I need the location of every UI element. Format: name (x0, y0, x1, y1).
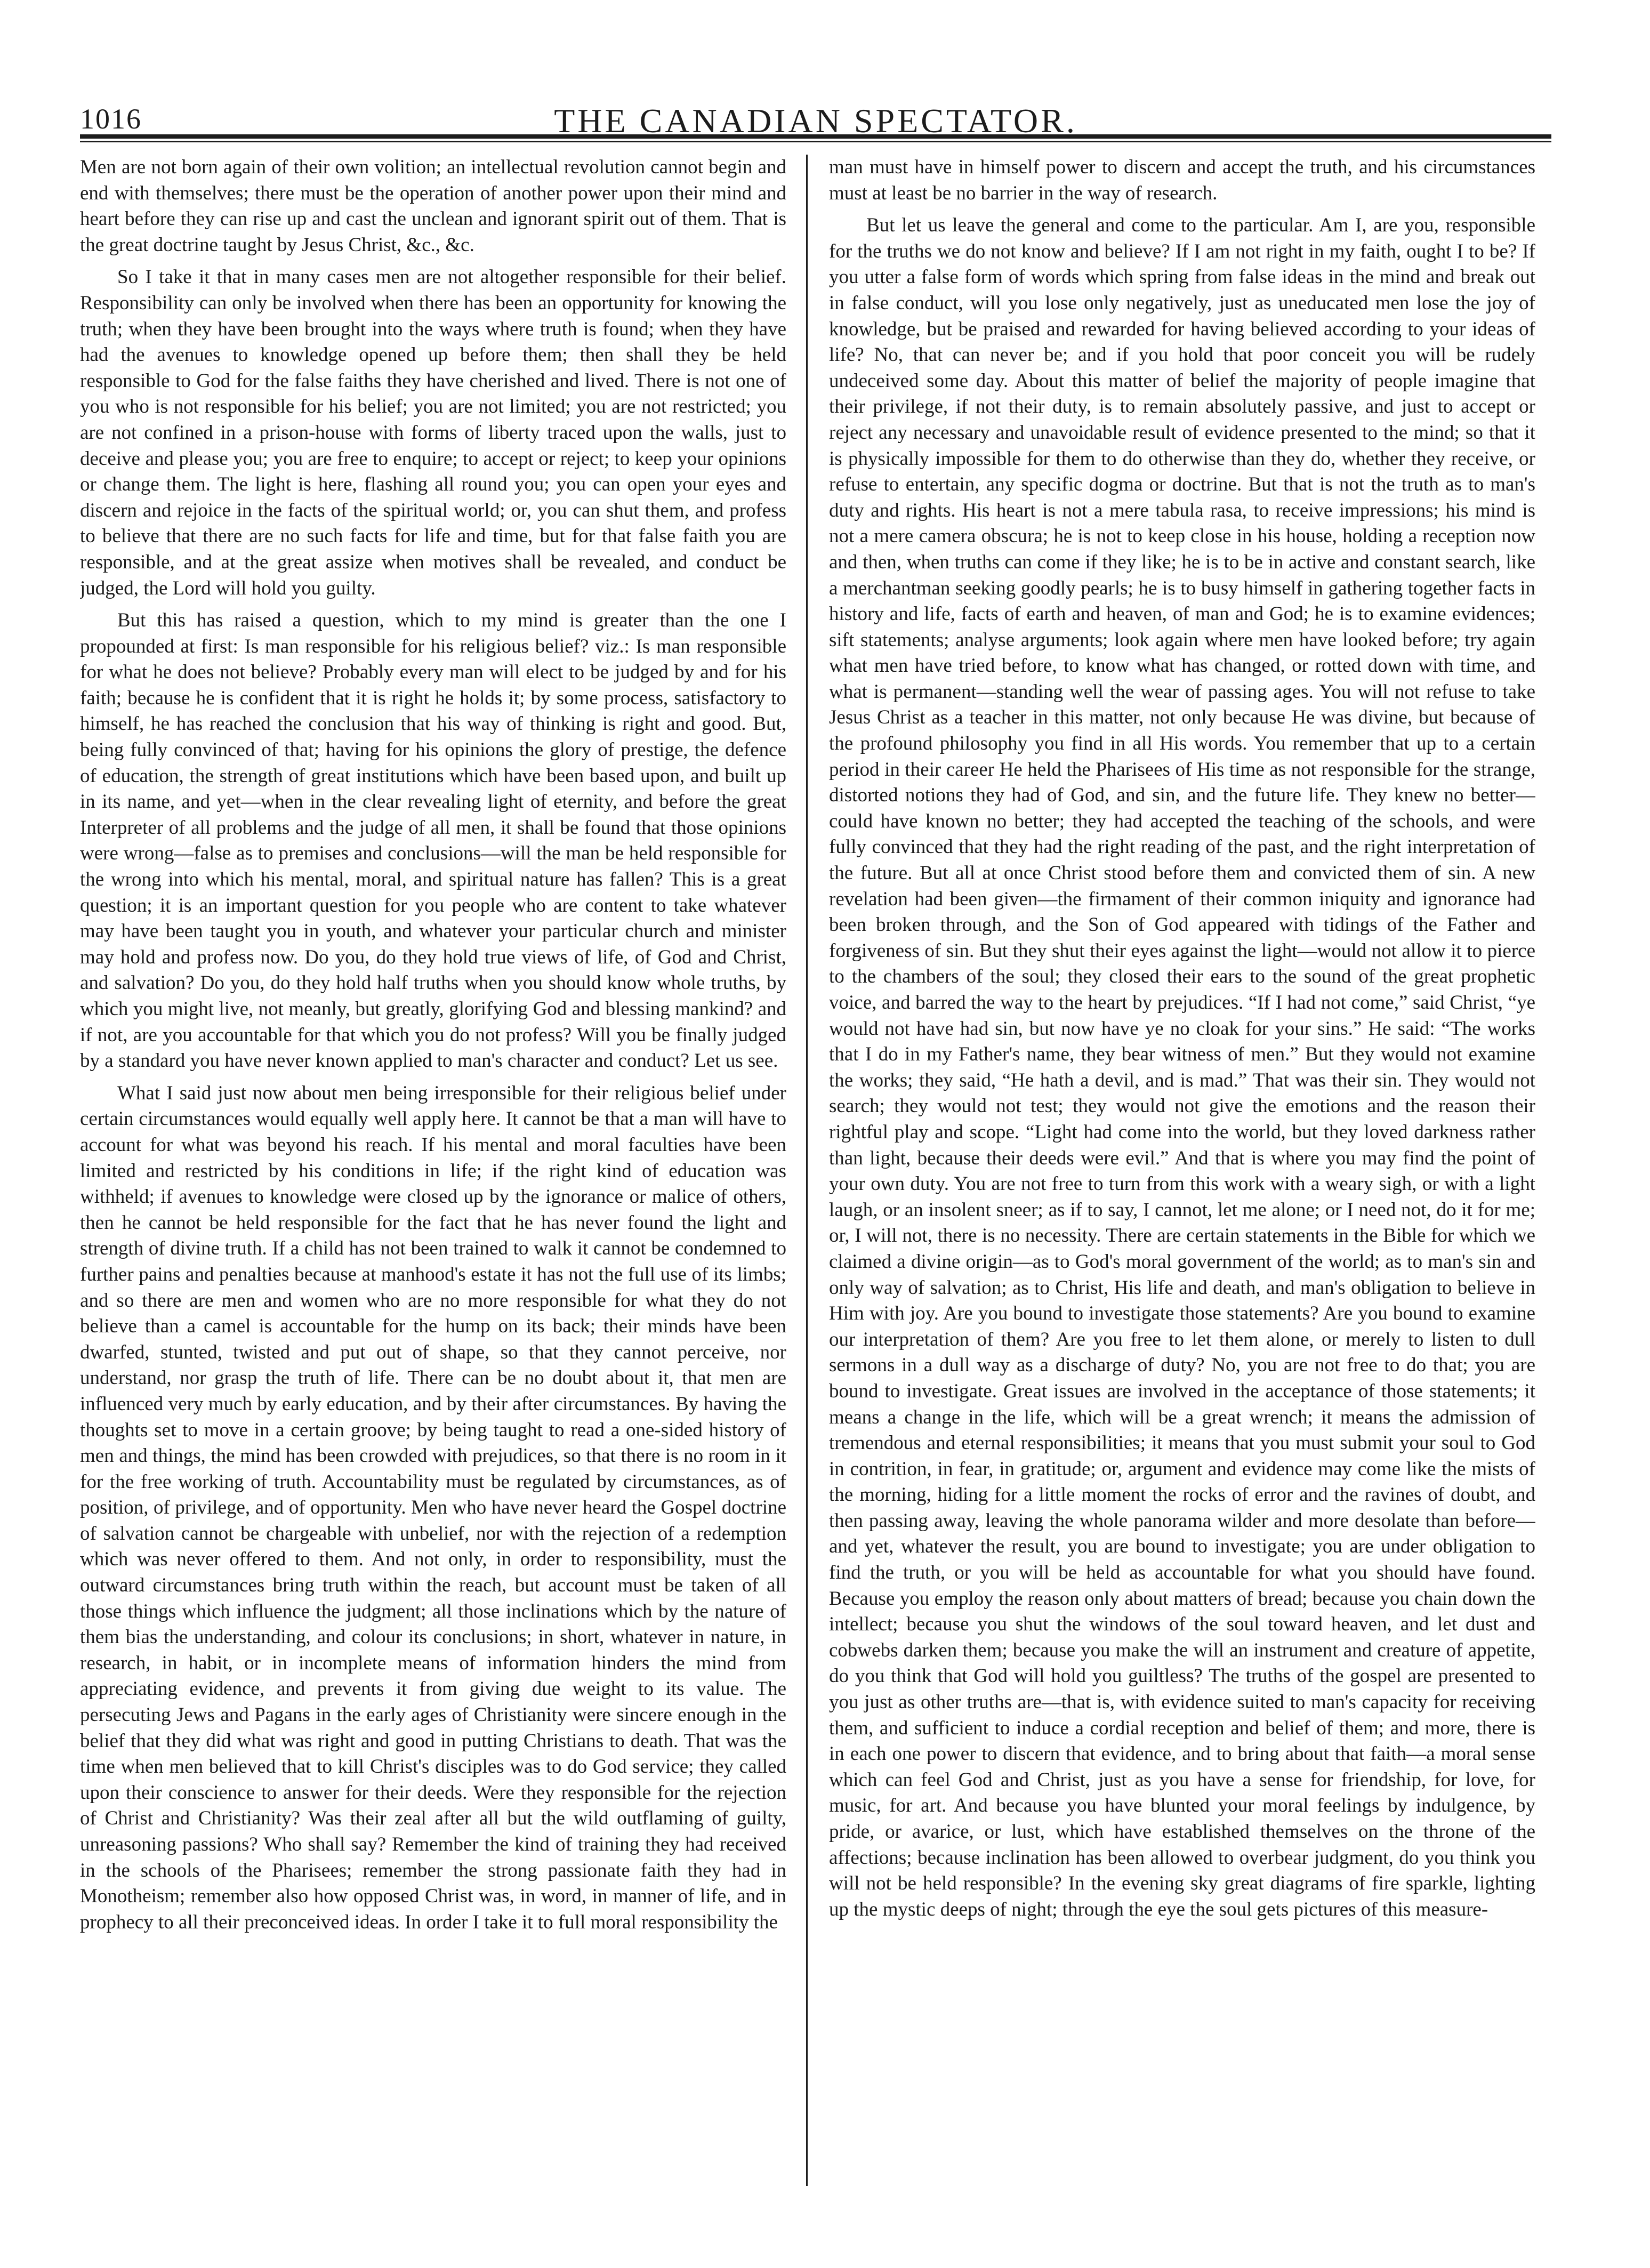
right-paragraph: man must have in himself power to discern and accept the truth, and his circumstances must at least be no barrier in the way of research. (829, 156, 1535, 204)
column-divider (806, 155, 808, 2186)
left-paragraph: What I said just now about men being irresponsible for their religious belief under certain circumstances would equally well apply here. It cannot be that a man will have to account for what was beyond his reach. If his mental and moral faculties have been limited and restricted by his conditions in life; if the right kind of education was withheld; if avenues to knowledge were closed up by the ignorance or malice of others, then he cannot be held responsible for the fact that he has never found the light and strength of divine truth. If a child has not been trained to walk it cannot be condemned to further pains and penalties because at manhood's estate it has not the full use of its limbs; and so there are men and women who are no more responsible for what they do not believe than a camel is accountable for the hump on its back; their minds have been dwarfed, stunted, twisted and put out of shape, so that they cannot perceive, nor understand, nor grasp the truth of life. There can be no doubt about it, that men are influenced very much by early education, and by their after circumstances. By having the thoughts set to move in a certain groove; by being taught to read a one-sided history of men and things, the mind has been crowded with prejudices, so that there is no room in it for the free working of truth. Accountability must be regulated by circumstances, as of position, of privilege, and of opportunity. Men who have never heard the Gospel doctrine of salvation cannot be chargeable with unbelief, nor with the rejection of a redemption which was never offered to them. And not only, in order to responsibility, must the outward circumstances bring truth within the reach, but account must be taken of all those things which influence the judgment; all those inclinations which by the nature of them bias the understanding, and colour its conclusions; in short, whatever in nature, in research, in habit, or in incomplete means of information hinders the mind from appreciating evidence, and prevents it from giving due weight to its value. The persecuting Jews and Pagans in the early ages of Christianity were sincere enough in the belief that they did what was right and good in putting Christians to death. That was the time when men believed that to kill Christ's disciples was to do God service; they called upon their conscience to answer for their deeds. Were they responsible for the rejection of Christ and Christianity? Was their zeal after all but the wild outflaming of guilty, unreasoning passions? Who shall say? Remember the kind of training they had received in the schools of the Pharisees; remember the strong passionate faith they had in Monotheism; remember also how opposed Christ was, in word, in manner of life, and in prophecy to all their preconceived ideas. In order I take it to full moral responsibility the (80, 1082, 786, 1933)
right-paragraph: But let us leave the general and come to the particular. Am I, are you, responsible for the truths we do not know and believe? If I am not right in my faith, ought I to be? If you utter a false form of words which spring from false ideas in the mind and break out in false conduct, will you lose only negatively, just as uneducated men lose the joy of knowledge, but be praised and rewarded for having believed according to your ideas of life? No, that can never be; and if you hold that poor conceit you will be rudely undeceived some day. About this matter of belief the majority of people imagine that their privilege, if not their duty, is to remain absolutely passive, and just to accept or reject any necessary and unavoidable result of evidence presented to the mind; so that it is physically impossible for them to do otherwise than they do, whether they receive, or refuse to entertain, any specific dogma or doctrine. But that is not the truth as to man's duty and rights. His heart is not a mere tabula rasa, to receive impressions; his mind is not a mere camera obscura; he is not to keep close in his house, holding a reception now and then, when truths can come if they like; he is to be in active and constant search, like a merchantman seeking goodly pearls; he is to busy himself in gathering together facts in history and life, facts of earth and heaven, of man and God; he is to examine evidences; sift statements; analyse arguments; look again where men have looked before; try again what men have tried before, to know what has changed, or rotted down with time, and what is permanent—standing well the wear of passing ages. You will not refuse to take Jesus Christ as a teacher in this matter, not only because He was divine, but because of the profound philosophy you find in all His words. You remember that up to a certain period in their career He held the Pharisees of His time as not responsible for the strange, distorted notions they had of God, and sin, and the future life. They knew no better—could have known no better; they had accepted the teaching of the schools, and were fully convinced that they had the right reading of the past, and the right interpretation of the future. But all at once Christ stood before them and convicted them of sin. A new revelation had been given—the firmament of their common iniquity and ignorance had been broken through, and the Son of God appeared with tidings of the Father and forgiveness of sin. But they shut their eyes against the light—would not allow it to pierce to the chambers of the soul; they closed their ears to the sound of the great prophetic voice, and barred the way to the heart by prejudices. “If I had not come,” said Christ, “ye would not have had sin, but now have ye no cloak for your sins.” He said: “The works that I do in my Father's name, they bear witness of men.” But they would not examine the works; they said, “He hath a devil, and is mad.” That was their sin. They would not search; they would not test; they would not give the emotions and the reason their rightful play and scope. “Light had come into the world, but they loved darkness rather than light, because their deeds were evil.” And that is where you may find the point of your own duty. You are not free to turn from this work with a weary sigh, or with a light laugh, or an insolent sneer; as if to say, I cannot, let me alone; or I need not, do it for me; or, I will not, there is no necessity. There are certain statements in the Bible for which we claimed a divine origin—as to God's moral government of the world; as to man's sin and only way of salvation; as to Christ, His life and death, and man's obligation to believe in Him with joy. Are you bound to investigate those statements? Are you bound to examine our interpretation of them? Are you free to let them alone, or merely to listen to dull sermons in a dull way as a discharge of duty? No, you are not free to do that; you are bound to investigate. Great issues are involved in the acceptance of those statements; it means a change in the life, which will be a great wrench; it means the admission of tremendous and eternal responsibilities; it means that you must submit your soul to God in contrition, in fear, in gratitude; or, argument and evidence may come like the mists of the morning, hiding for a little moment the rocks of error and the ravines of doubt, and then passing away, leaving the whole panorama wilder and more desolate than before—and yet, whatever the result, you are bound to investigate; you are under obligation to find the truth, or you will be held as accountable for what you should have found. Because you employ the reason only about matters of bread; because you chain down the intellect; because you shut the windows of the soul toward heaven, and let dust and cobwebs darken them; because you make the will an instrument and creature of appetite, do you think that God will hold you guiltless? The truths of the gospel are presented to you just as other truths are—that is, with evidence suited to man's capacity for receiving them, and sufficient to induce a cordial reception and belief of them; and more, there is in each one power to discern that evidence, and to bring about that faith—a moral sense which can feel God and Christ, just as you have a sense for friendship, for love, for music, for art. And because you have blunted your moral feelings by indulgence, by pride, or avarice, or lust, which have established themselves on the throne of the affections; because inclination has been allowed to overbear judgment, do you think you will not be held responsible? In the evening sky great diagrams of fire sparkle, lighting up the mystic deeps of night; through the eye the soul gets pictures of this measure- (829, 214, 1535, 1920)
article-columns (80, 155, 1551, 2186)
header-double-rule (80, 134, 1551, 142)
page-number: 1016 (80, 103, 142, 135)
left-paragraph: But this has raised a question, which to my mind is greater than the one I propounded at first: Is man responsible for his religious belief? viz.: Is man responsible for what he does not believe? Probably every man will elect to be judged by and for his faith; because he is confident that it is right he holds it; by some process, satisfactory to himself, he has reached the conclusion that his way of thinking is right and good. But, being fully convinced of that; having for his opinions the glory of prestige, the defence of education, the strength of great institutions which have been based upon, and built up in its name, and yet—when in the clear revealing light of eternity, and before the great Interpreter of all problems and the judge of all men, it shall be found that those opinions were wrong—false as to premises and conclusions—will the man be held responsible for the wrong into which his mental, moral, and spiritual nature has fallen? This is a great question; it is an important question for you people who are content to take whatever may have been taught you in youth, and whatever your particular church and minister may hold and profess now. Do you, do they hold true views of life, of God and Christ, and salvation? Do you, do they hold half truths when you should know whole truths, by which you might live, not meanly, but greatly, glorifying God and blessing mankind? and if not, are you accountable for that which you do not profess? Will you be finally judged by a standard you have never known applied to man's character and conduct? Let us see. (80, 609, 786, 1072)
left-paragraph: So I take it that in many cases men are not altogether responsible for their belief. Responsibility can only be involved when there has been an opportunity for knowing the truth; when they have been brought into the ways where truth is found; when they have had the avenues to knowledge opened up before them; then shall they be held responsible to God for the false faiths they have cherished and lived. There is not one of you who is not responsible for his belief; you are not limited; you are not restricted; you are not confined in a prison-house with forms of liberty traced upon the walls, just to deceive and please you; you are free to enquire; to accept or reject; to keep your opinions or change them. The light is here, flashing all round you; you can open your eyes and discern and rejoice in the facts of the spiritual world; or, you can shut them, and profess to believe that there are no such facts for life and time, but for that false faith you are responsible, and at the great assize when motives shall be revealed, and conduct be judged, the Lord will hold you guilty. (80, 266, 786, 599)
journal-title: THE CANADIAN SPECTATOR. (554, 102, 1077, 140)
left-paragraph: Men are not born again of their own volition; an intellectual revolution cannot begin and end with themselves; there must be the operation of another power upon their mind and heart before they can rise up and cast the unclean and ignorant spirit out of them. That is the great doctrine taught by Jesus Christ, &c., &c. (80, 156, 786, 256)
newspaper-page (80, 101, 1551, 2213)
left-column (80, 155, 786, 2186)
right-column (829, 155, 1535, 2186)
